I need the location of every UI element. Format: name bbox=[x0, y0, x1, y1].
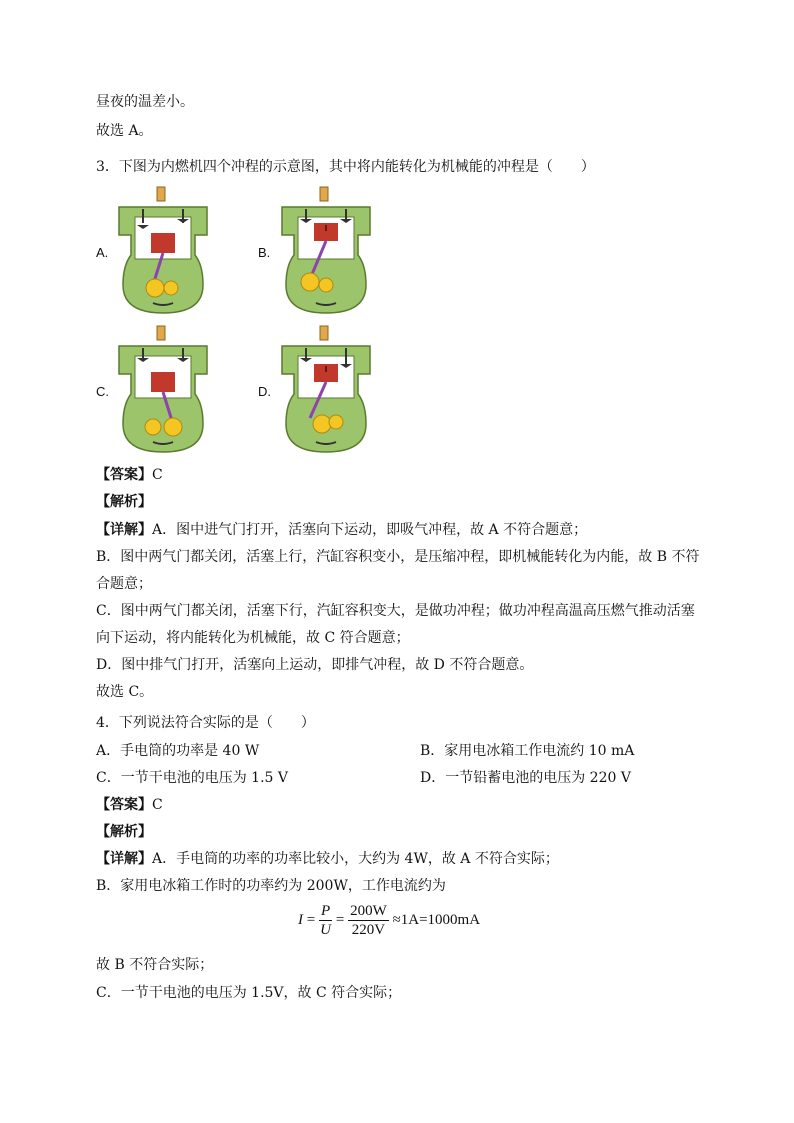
text-line: 昼夜的温差小。 bbox=[96, 94, 194, 110]
engine-diagram-d bbox=[276, 324, 376, 456]
detail-line: 向下运动，将内能转化为机械能，故 C 符合题意； bbox=[96, 630, 410, 646]
question-4-option-d: D．一节铅蓄电池的电压为 220 V bbox=[420, 770, 631, 786]
formula-fraction-pu bbox=[319, 902, 332, 939]
option-b-label: B. bbox=[258, 245, 271, 260]
answer-value: C bbox=[152, 467, 163, 483]
detail-line bbox=[96, 520, 587, 540]
question-4: 4．下列说法符合实际的是（ ） bbox=[96, 715, 315, 731]
formula-equals: = bbox=[306, 911, 316, 928]
formula-numerator: P bbox=[320, 903, 331, 919]
engine-figure bbox=[119, 187, 207, 313]
engine-diagram-c bbox=[113, 324, 213, 456]
detail-tag: 【详解】 bbox=[96, 522, 152, 538]
conclusion-line: 故选 C。 bbox=[96, 684, 154, 700]
detail-line: C．一节干电池的电压为 1.5V，故 C 符合实际； bbox=[96, 985, 402, 1001]
current-formula bbox=[298, 902, 480, 939]
option-c-label: C. bbox=[96, 384, 109, 399]
engine-figure bbox=[282, 326, 370, 452]
engine-figure bbox=[119, 326, 207, 452]
question-4-option-b: B．家用电冰箱工作电流约 10 mA bbox=[420, 743, 635, 759]
answer-line bbox=[96, 465, 163, 485]
formula-denominator: U bbox=[320, 922, 331, 938]
analysis-tag: 【解析】 bbox=[96, 494, 152, 510]
engine-diagram-b bbox=[276, 185, 376, 317]
engine-figure bbox=[282, 187, 370, 313]
detail-line: 合题意； bbox=[96, 576, 152, 592]
detail-line: D．图中排气门打开，活塞向上运动，即排气冲程，故 D 不符合题意。 bbox=[96, 657, 534, 673]
text-line: 故选 A。 bbox=[96, 123, 153, 139]
formula-result: ≈1A=1000mA bbox=[392, 911, 481, 928]
answer-tag: 【答案】 bbox=[96, 467, 152, 483]
detail-text: A．手电筒的功率的功率比较小，大约为 4W，故 A 不符合实际； bbox=[152, 851, 559, 867]
detail-tag: 【详解】 bbox=[96, 851, 152, 867]
detail-line: B．图中两气门都关闭，活塞上行，汽缸容积变小，是压缩冲程，即机械能转化为内能，故 B 不符 bbox=[96, 549, 700, 565]
question-3: 3．下图为内燃机四个冲程的示意图，其中将内能转化为机械能的冲程是（ ） bbox=[96, 159, 595, 175]
detail-line bbox=[96, 849, 559, 869]
formula-fraction-values bbox=[348, 902, 389, 939]
option-d-label: D. bbox=[258, 384, 271, 399]
option-a-label: A. bbox=[96, 245, 109, 260]
answer-value: C bbox=[152, 797, 163, 813]
answer-tag: 【答案】 bbox=[96, 797, 152, 813]
answer-line bbox=[96, 795, 163, 815]
formula-numerator: 200W bbox=[350, 903, 387, 919]
formula-lhs: I bbox=[298, 911, 303, 928]
question-4-option-c: C．一节干电池的电压为 1.5 V bbox=[96, 770, 288, 786]
question-4-option-a: A．手电筒的功率是 40 W bbox=[96, 743, 260, 759]
engine-diagram-a bbox=[113, 185, 213, 317]
detail-line: B．家用电冰箱工作时的功率约为 200W，工作电流约为 bbox=[96, 878, 446, 894]
detail-text: A．图中进气门打开，活塞向下运动，即吸气冲程，故 A 不符合题意； bbox=[152, 522, 588, 538]
detail-line: 故 B 不符合实际； bbox=[96, 957, 214, 973]
detail-line: C．图中两气门都关闭，活塞下行，汽缸容积变大，是做功冲程；做功冲程高温高压燃气推动活塞 bbox=[96, 603, 695, 619]
formula-equals: = bbox=[335, 911, 345, 928]
analysis-tag: 【解析】 bbox=[96, 824, 152, 840]
formula-denominator: 220V bbox=[351, 922, 386, 938]
